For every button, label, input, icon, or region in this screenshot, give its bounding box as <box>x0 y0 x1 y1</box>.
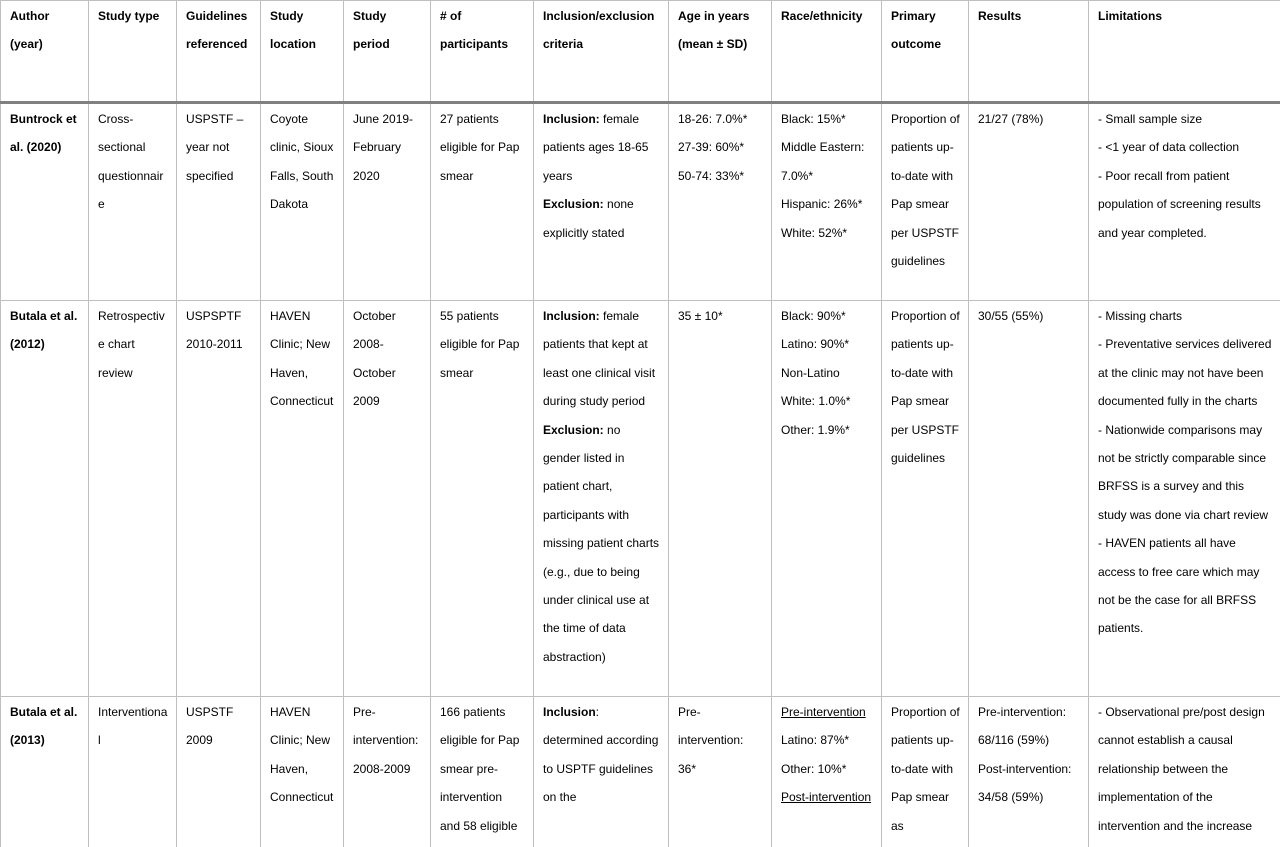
limitation-line: - Missing charts <box>1098 309 1183 323</box>
header-text: (mean ± SD) <box>678 37 748 52</box>
criteria-cell <box>534 697 669 847</box>
header-limitations <box>1089 1 1280 103</box>
age-cell <box>669 697 772 847</box>
header-age <box>669 1 772 103</box>
participants-cell: 166 patients eligible for Pap smear pre-intervention and 58 eligible <box>431 697 534 847</box>
table-header-row <box>1 1 1280 103</box>
header-guidelines-referenced <box>177 1 261 103</box>
header-participants <box>431 1 534 103</box>
age-cell <box>669 301 772 697</box>
header-text: (year) <box>10 37 43 52</box>
period-cell: June 2019-February 2020 <box>344 103 431 301</box>
location-cell: HAVEN Clinic; New Haven, Connecticut <box>261 697 344 847</box>
header-text: Study <box>353 9 387 23</box>
header-text: outcome <box>891 37 942 52</box>
period-cell: Pre-intervention: 2008-2009 <box>344 697 431 847</box>
criteria-cell <box>534 301 669 697</box>
criteria-label: Exclusion: <box>543 197 604 212</box>
age-line: Pre-intervention: 36* <box>678 705 744 776</box>
study-type-cell: Cross-sectional questionnaire <box>89 103 177 301</box>
header-text: criteria <box>543 37 584 52</box>
criteria-label: Inclusion <box>543 705 596 719</box>
result-line: 21/27 (78%) <box>978 112 1044 126</box>
age-line: 35 ± 10* <box>678 309 723 323</box>
result-line: Post-intervention: 34/58 (59%) <box>978 761 1072 805</box>
header-primary-outcome <box>882 1 969 103</box>
author-cell: Butala et al. (2013) <box>1 697 89 847</box>
header-text: Race/ethnicity <box>781 9 863 23</box>
table-row <box>1 103 1280 301</box>
age-line: 27-39: 60%* <box>678 140 745 155</box>
limitation-line: - Poor recall from patient population of screening results and year completed. <box>1098 168 1261 240</box>
race-line: Pre-intervention <box>781 705 866 719</box>
race-line: Other: 1.9%* <box>781 422 850 437</box>
header-race-ethnicity <box>772 1 882 103</box>
limitation-line: - HAVEN patients all have access to free care which may not be the case for all BRFSS patients. <box>1098 536 1260 636</box>
outcome-cell: Proportion of patients up-to-date with Pap smear per USPSTF guidelines <box>882 301 969 697</box>
study-type-cell: Retrospective chart review <box>89 301 177 697</box>
criteria-label: Inclusion: <box>543 112 600 126</box>
race-line: White: 52%* <box>781 225 848 240</box>
criteria-text: female patients ages 18-65 years <box>543 112 649 183</box>
header-text: period <box>353 37 390 52</box>
header-study-type <box>89 1 177 103</box>
header-text: referenced <box>186 37 248 52</box>
author-cell: Buntrock et al. (2020) <box>1 103 89 301</box>
results-cell <box>969 103 1089 301</box>
age-cell <box>669 103 772 301</box>
header-text: Age in years <box>678 9 750 23</box>
limitation-line: - Nationwide comparisons may not be strictly comparable since BRFSS is a survey and this study was done via chart review <box>1098 422 1269 522</box>
limitation-line: - Observational pre/post design cannot establish a causal relationship between the implementation of the intervention and the increase <box>1098 705 1265 833</box>
header-text: participants <box>440 37 509 52</box>
limitations-cell <box>1089 103 1280 301</box>
race-line: Middle Eastern: 7.0%* <box>781 140 865 183</box>
result-line: 30/55 (55%) <box>978 309 1044 323</box>
age-line: 18-26: 7.0%* <box>678 112 748 126</box>
table-row <box>1 697 1280 847</box>
guidelines-cell: USPSTF – year not specified <box>177 103 261 301</box>
results-cell <box>969 301 1089 697</box>
criteria-label: Inclusion: <box>543 309 600 323</box>
criteria-label: Exclusion: <box>543 422 604 437</box>
result-line: Pre-intervention: 68/116 (59%) <box>978 705 1067 748</box>
criteria-item <box>543 416 660 672</box>
outcome-cell: Proportion of patients up-to-date with Pap smear as <box>882 697 969 847</box>
header-text: Results <box>978 9 1022 23</box>
race-line: Latino: 87%* <box>781 733 850 748</box>
limitations-cell <box>1089 301 1280 697</box>
header-inclusion-exclusion-criteria <box>534 1 669 103</box>
race-line: Post-intervention <box>781 790 872 805</box>
criteria-text: female patients that kept at least one clinical visit during study period <box>543 309 656 409</box>
race-cell <box>772 301 882 697</box>
race-line: Non-Latino White: 1.0%* <box>781 365 851 409</box>
header-text: location <box>270 37 317 52</box>
limitation-line: - Small sample size <box>1098 112 1203 126</box>
header-text: # of <box>440 9 462 23</box>
criteria-text: none explicitly stated <box>543 197 634 240</box>
header-results <box>969 1 1089 103</box>
limitation-line: - Preventative services delivered at the clinic may not have been documented fully in the charts <box>1098 337 1272 409</box>
criteria-item <box>543 190 660 247</box>
criteria-cell <box>534 103 669 301</box>
participants-cell: 55 patients eligible for Pap smear <box>431 301 534 697</box>
header-study-period <box>344 1 431 103</box>
header-text: Study type <box>98 9 160 23</box>
race-line: Black: 15%* <box>781 112 846 126</box>
results-cell <box>969 697 1089 847</box>
criteria-text: no gender listed in patient chart, participants with missing patient charts (e.g., due to being under clinical use at the time of data abstraction) <box>543 422 660 664</box>
limitation-line: - <1 year of data collection <box>1098 140 1240 155</box>
study-type-cell: Interventional <box>89 697 177 847</box>
race-line: Other: 10%* <box>781 761 847 776</box>
race-line: Latino: 90%* <box>781 337 850 352</box>
header-text: Author <box>10 9 50 23</box>
location-cell: HAVEN Clinic; New Haven, Connecticut <box>261 301 344 697</box>
author-cell: Butala et al. (2012) <box>1 301 89 697</box>
outcome-cell: Proportion of patients up-to-date with Pap smear per USPSTF guidelines <box>882 103 969 301</box>
age-line: 50-74: 33%* <box>678 168 745 183</box>
location-cell: Coyote clinic, Sioux Falls, South Dakota <box>261 103 344 301</box>
criteria-item <box>543 302 660 416</box>
race-line: Hispanic: 26%* <box>781 197 863 212</box>
participants-cell: 27 patients eligible for Pap smear <box>431 103 534 301</box>
header-study-location <box>261 1 344 103</box>
header-text: Inclusion/exclusion <box>543 9 655 23</box>
header-text: Limitations <box>1098 9 1163 23</box>
table-row <box>1 301 1280 697</box>
header-text: Guidelines <box>186 9 248 23</box>
table-body <box>1 103 1280 847</box>
guidelines-cell: USPSPTF 2010-2011 <box>177 301 261 697</box>
guidelines-cell: USPSTF 2009 <box>177 697 261 847</box>
period-cell: October 2008-October 2009 <box>344 301 431 697</box>
header-author-year <box>1 1 89 103</box>
limitations-cell <box>1089 697 1280 847</box>
race-cell <box>772 103 882 301</box>
criteria-item <box>543 105 660 190</box>
criteria-text: : determined according to USPTF guidelines on the <box>543 705 659 805</box>
race-line: Black: 90%* <box>781 309 846 323</box>
criteria-item <box>543 698 660 812</box>
race-cell <box>772 697 882 847</box>
header-text: Study <box>270 9 304 23</box>
header-text: Primary <box>891 9 936 23</box>
